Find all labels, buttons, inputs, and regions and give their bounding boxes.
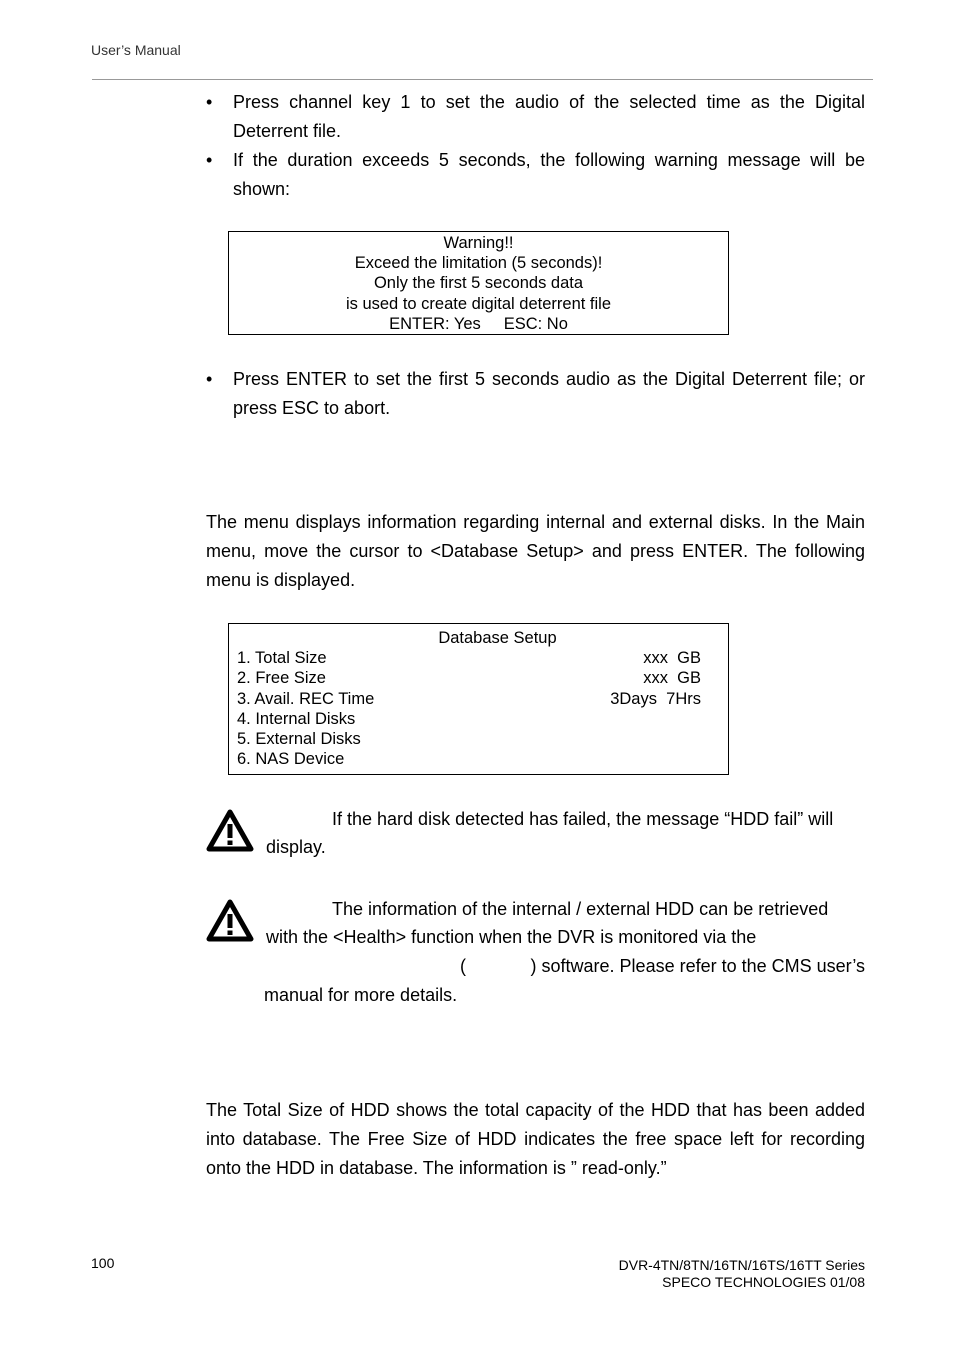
menu-item-value: 3Days 7Hrs	[610, 689, 701, 708]
menu-item-label: 4. Internal Disks	[237, 709, 356, 728]
footer-info	[619, 1257, 865, 1291]
warning-line: ENTER: Yes ESC: No	[389, 314, 568, 333]
menu-item-label: 1. Total Size	[237, 649, 327, 668]
total-size-paragraph: The Total Size of HDD shows the total capacity of the HDD that has been added into database. The Free Size of HDD indicates the free space left for recording onto the HDD in database. The information is ” read-only.”	[206, 1100, 865, 1178]
menu-item-internal-disks	[229, 709, 728, 729]
intro-paragraph: The menu displays information regarding internal and external disks. In the Main menu, move the cursor to <Database Setup> and press ENTER. The following menu is displayed.	[206, 512, 865, 590]
note-text-line: display.	[266, 837, 326, 857]
note-text-line: The information of the internal / external HDD can be retrieved	[332, 899, 829, 919]
menu-item-value: xxx GB	[643, 649, 701, 668]
warning-line: Warning!!	[443, 234, 514, 252]
warning-message-box	[228, 231, 729, 335]
menu-item-nas-device	[229, 749, 728, 769]
menu-item-label: 5. External Disks	[237, 729, 361, 748]
footer-company: SPECO TECHNOLOGIES 01/08	[662, 1274, 865, 1290]
bullet-item	[206, 146, 865, 204]
warning-icon	[206, 899, 254, 943]
warning-line: Only the first 5 seconds data	[373, 274, 584, 293]
header-divider	[92, 79, 873, 80]
note-text-line: (	[460, 956, 466, 976]
menu-item-external-disks	[229, 729, 728, 749]
page-number: 100	[91, 1255, 115, 1271]
bullet-text: Press channel key 1 to set the audio of the selected time as the Digital Deterrent file.	[233, 92, 865, 141]
note-text-line: ) software. Please refer to the CMS user’s	[530, 956, 865, 976]
menu-item-avail-rec-time	[229, 689, 728, 709]
menu-item-label: 6. NAS Device	[237, 750, 345, 769]
database-setup-menu	[228, 623, 729, 775]
note-text-line: manual for more details.	[264, 985, 458, 1005]
menu-title: Database Setup	[438, 629, 557, 647]
warning-icon	[206, 809, 254, 853]
menu-item-value: xxx GB	[643, 669, 701, 688]
note-text-line: with the <Health> function when the DVR is monitored via the	[266, 927, 757, 947]
bullet-symbol: •	[206, 369, 213, 389]
menu-item-free-size	[229, 668, 728, 688]
bullet-symbol: •	[206, 92, 213, 112]
bullet-text: If the duration exceeds 5 seconds, the following warning message will be shown:	[233, 150, 865, 199]
menu-item-label: 3. Avail. REC Time	[237, 689, 375, 708]
running-header: User’s Manual	[91, 42, 181, 58]
warning-line: is used to create digital deterrent file	[345, 294, 612, 313]
bullet-symbol: •	[206, 150, 213, 170]
footer-series: DVR-4TN/8TN/16TN/16TS/16TT Series	[618, 1257, 865, 1273]
warning-line: Exceed the limitation (5 seconds)!	[354, 254, 603, 273]
menu-item-total-size	[229, 648, 728, 668]
bullet-item	[206, 365, 865, 423]
bullet-item	[206, 88, 865, 146]
menu-item-label: 2. Free Size	[237, 669, 326, 688]
note-text-line: If the hard disk detected has failed, the message “HDD fail” will	[332, 809, 834, 829]
bullet-text: Press ENTER to set the first 5 seconds audio as the Digital Deterrent file; or press ESC to abort.	[233, 369, 865, 418]
